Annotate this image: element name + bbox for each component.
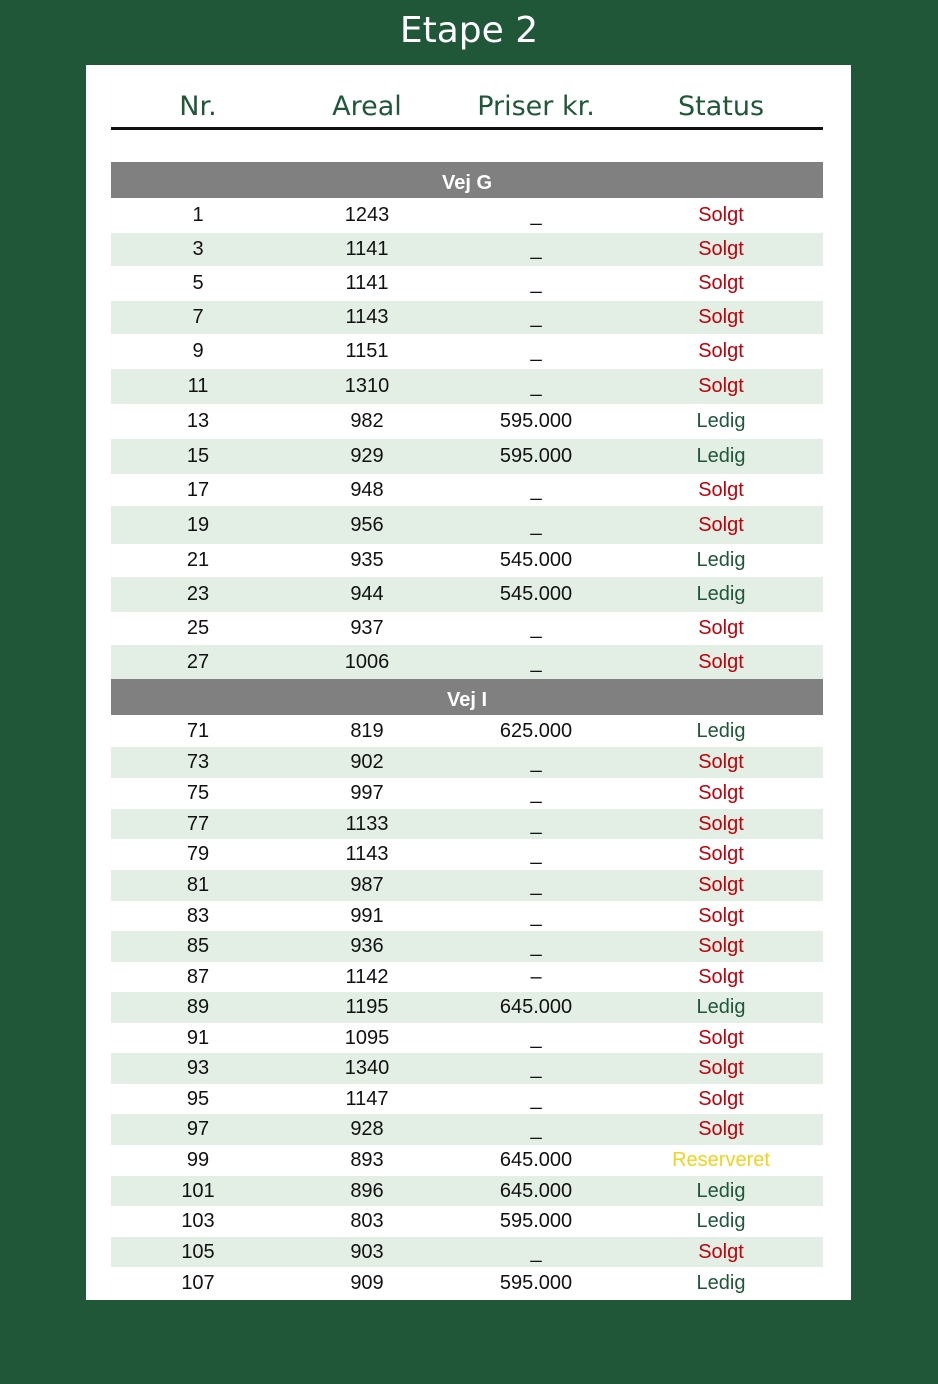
table-row: [111, 544, 823, 577]
lot-status: Solgt: [698, 813, 744, 835]
lot-number: 71: [186, 720, 210, 742]
table-row: [111, 931, 823, 962]
lot-price: _: [530, 479, 542, 501]
table-row: [111, 747, 823, 778]
lot-area: 896: [350, 1180, 384, 1202]
lot-price: 595.000: [499, 1210, 573, 1232]
lot-number: 23: [186, 583, 210, 605]
lot-status: Solgt: [698, 272, 744, 294]
lot-price: _: [530, 1088, 542, 1110]
table-row: [111, 962, 823, 992]
lot-status: Solgt: [698, 514, 744, 536]
lot-number: 17: [186, 479, 210, 501]
table-row: [111, 198, 823, 233]
lot-area: 987: [350, 874, 384, 896]
lot-status: Ledig: [696, 549, 746, 571]
lot-number: 73: [186, 751, 210, 773]
lot-price: _: [530, 813, 542, 835]
lot-number: 77: [186, 813, 210, 835]
lot-price: _: [530, 843, 542, 865]
lot-area: 956: [350, 514, 384, 536]
lot-area: 1151: [345, 340, 389, 362]
lot-status: Reserveret: [672, 1149, 770, 1171]
lot-area: 928: [350, 1118, 384, 1140]
lot-price: 645.000: [499, 1180, 573, 1202]
section-header: Vej G: [111, 162, 823, 198]
table-row: [111, 404, 823, 439]
lot-price: _: [530, 617, 542, 639]
lot-price: _: [530, 306, 542, 328]
table-row: [111, 778, 823, 809]
lot-area: 937: [350, 617, 384, 639]
lot-number: 11: [187, 375, 209, 397]
lot-price: _: [530, 204, 542, 226]
header-nr: Nr.: [179, 91, 217, 122]
lot-status: Solgt: [698, 905, 744, 927]
lot-status: Solgt: [698, 782, 744, 804]
lot-number: 19: [186, 514, 210, 536]
table-row: [111, 334, 823, 369]
lot-status: Ledig: [696, 1272, 746, 1294]
lot-number: 1: [192, 204, 204, 226]
lot-status: Solgt: [698, 1057, 744, 1079]
lot-status: Solgt: [698, 306, 744, 328]
lot-area: 1195: [345, 996, 389, 1018]
lot-area: 803: [350, 1210, 384, 1232]
price-list-card: [86, 65, 851, 1300]
lot-area: 935: [350, 549, 384, 571]
table-header: [111, 91, 823, 130]
lot-number: 101: [181, 1180, 215, 1202]
lot-price: 645.000: [499, 1149, 573, 1171]
table-row: [111, 901, 823, 931]
table-row: [111, 1023, 823, 1053]
table-row: [111, 369, 823, 404]
lot-area: 982: [350, 410, 384, 432]
table-row: [111, 612, 823, 645]
table-row: [111, 1053, 823, 1084]
table-row: [111, 809, 823, 839]
lot-price: 545.000: [499, 549, 573, 571]
lot-area: 1147: [345, 1088, 389, 1110]
lot-number: 83: [186, 905, 210, 927]
table-row: [111, 506, 823, 544]
lot-price: _: [530, 1057, 542, 1079]
lot-number: 95: [186, 1088, 210, 1110]
lot-area: 903: [350, 1241, 384, 1263]
table-row: [111, 992, 823, 1023]
table-row: [111, 1114, 823, 1145]
lot-number: 3: [192, 238, 204, 260]
lot-number: 87: [186, 966, 210, 988]
lot-area: 929: [350, 445, 384, 467]
table-row: [111, 715, 823, 747]
lot-number: 27: [186, 651, 210, 673]
lot-status: Ledig: [696, 1180, 746, 1202]
lot-number: 9: [192, 340, 204, 362]
lot-status: Solgt: [698, 651, 744, 673]
lot-price: 595.000: [499, 410, 573, 432]
table-row: [111, 1145, 823, 1176]
lot-number: 107: [181, 1272, 215, 1294]
table-row: [111, 870, 823, 901]
lot-number: 13: [186, 410, 210, 432]
lot-price: _: [530, 1027, 542, 1049]
lot-area: 909: [350, 1272, 384, 1294]
page-title: Etape 2: [399, 10, 539, 51]
lot-area: 936: [350, 935, 384, 957]
table-row: [111, 474, 823, 506]
lot-price: _: [530, 905, 542, 927]
lot-area: 1143: [345, 843, 389, 865]
table-row: [111, 1206, 823, 1237]
lot-number: 81: [186, 874, 210, 896]
lot-price: _: [530, 935, 542, 957]
lot-area: 944: [350, 583, 384, 605]
lot-price: _: [530, 375, 542, 397]
lot-number: 93: [186, 1057, 210, 1079]
lot-price: _: [530, 514, 542, 536]
lot-status: Ledig: [696, 720, 746, 742]
table-row: [111, 1237, 823, 1267]
lot-status: Solgt: [698, 935, 744, 957]
lot-area: 1310: [344, 375, 390, 397]
lot-price: 595.000: [499, 1272, 573, 1294]
lot-area: 948: [350, 479, 384, 501]
table-row: [111, 301, 823, 334]
table-body: [111, 162, 823, 1299]
lot-status: Solgt: [698, 340, 744, 362]
lot-number: 91: [186, 1027, 210, 1049]
table-row: [111, 439, 823, 474]
lot-price: –: [530, 966, 542, 988]
lot-number: 103: [181, 1210, 215, 1232]
lot-number: 7: [192, 306, 204, 328]
table-row: [111, 645, 823, 679]
table-row: [111, 577, 823, 612]
table-row: [111, 839, 823, 870]
lot-area: 1006: [344, 651, 390, 673]
lot-number: 5: [192, 272, 204, 294]
table-row: [111, 1267, 823, 1299]
section-header: Vej I: [111, 679, 823, 715]
lot-number: 89: [186, 996, 210, 1018]
lot-area: 893: [350, 1149, 384, 1171]
lot-number: 105: [181, 1241, 215, 1263]
lot-number: 79: [186, 843, 210, 865]
lot-price: 625.000: [499, 720, 573, 742]
lot-price: _: [530, 751, 542, 773]
lot-area: 1142: [345, 966, 389, 988]
lot-area: 997: [350, 782, 384, 804]
lot-status: Solgt: [698, 479, 744, 501]
lot-price: 545.000: [499, 583, 573, 605]
lot-status: Ledig: [696, 1210, 746, 1232]
lot-area: 1133: [345, 813, 389, 835]
lot-area: 1141: [345, 238, 389, 260]
lot-number: 15: [186, 445, 210, 467]
lot-status: Solgt: [698, 1118, 744, 1140]
lot-status: Solgt: [698, 204, 744, 226]
lot-price: _: [530, 1241, 542, 1263]
lot-status: Solgt: [698, 617, 744, 639]
lot-area: 1095: [344, 1027, 390, 1049]
table-row: [111, 233, 823, 266]
lot-status: Solgt: [698, 874, 744, 896]
lot-area: 991: [350, 905, 384, 927]
lot-number: 75: [186, 782, 210, 804]
lot-area: 1243: [344, 204, 390, 226]
lot-price: 645.000: [499, 996, 573, 1018]
lot-number: 85: [186, 935, 210, 957]
lot-status: Ledig: [696, 583, 746, 605]
lot-status: Solgt: [698, 966, 744, 988]
lot-number: 99: [186, 1149, 210, 1171]
header-areal: Areal: [332, 91, 402, 122]
table-row: [111, 266, 823, 301]
lot-number: 21: [186, 549, 210, 571]
lot-status: Solgt: [698, 751, 744, 773]
lot-status: Solgt: [698, 1088, 744, 1110]
lot-area: 1143: [345, 306, 389, 328]
lot-status: Solgt: [698, 238, 744, 260]
lot-price: _: [530, 272, 542, 294]
lot-status: Ledig: [696, 410, 746, 432]
lot-price: _: [530, 1118, 542, 1140]
lot-area: 902: [350, 751, 384, 773]
lot-status: Solgt: [698, 843, 744, 865]
table-row: [111, 1084, 823, 1114]
header-status: Status: [677, 91, 765, 122]
lot-price: _: [530, 782, 542, 804]
lot-status: Solgt: [698, 1027, 744, 1049]
lot-status: Solgt: [698, 1241, 744, 1263]
lot-area: 1340: [344, 1057, 390, 1079]
lot-area: 1141: [345, 272, 389, 294]
lot-price: _: [530, 874, 542, 896]
lot-status: Solgt: [698, 375, 744, 397]
header-pris: Priser kr.: [477, 91, 595, 122]
lot-status: Ledig: [696, 996, 746, 1018]
lot-price: _: [530, 651, 542, 673]
lot-status: Ledig: [696, 445, 746, 467]
lot-price: _: [530, 340, 542, 362]
lot-price: 595.000: [499, 445, 573, 467]
lot-number: 25: [186, 617, 210, 639]
lot-area: 819: [350, 720, 384, 742]
lot-number: 97: [186, 1118, 210, 1140]
table-row: [111, 1176, 823, 1206]
lot-price: _: [530, 238, 542, 260]
